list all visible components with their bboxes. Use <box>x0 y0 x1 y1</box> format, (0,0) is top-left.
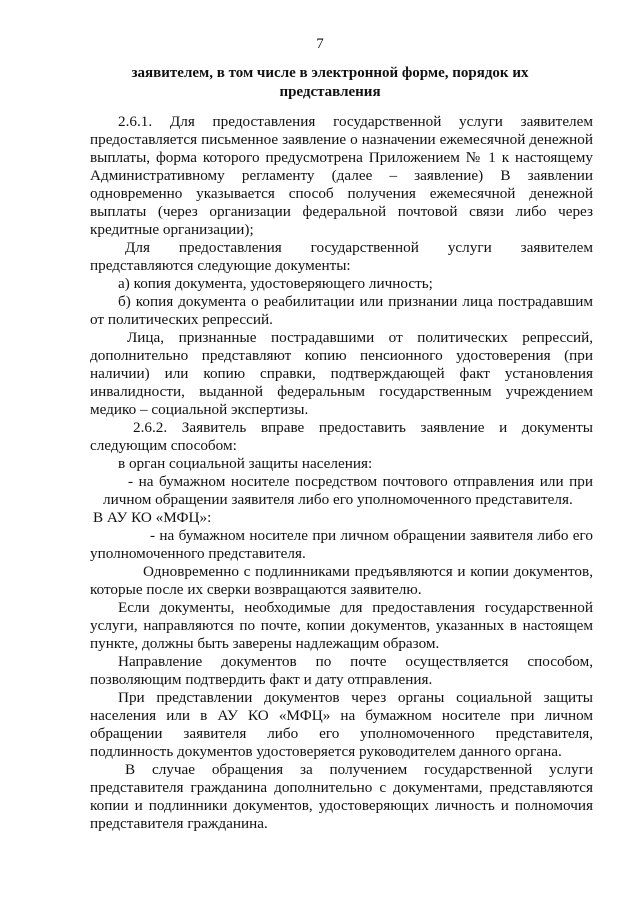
text-line: от политических репрессий. <box>90 311 273 328</box>
text-line: одновременно указывается способ получения ежемесячной денежной <box>90 185 593 202</box>
text-line: представителя гражданина. <box>90 815 268 832</box>
text-line: кредитные организации); <box>90 221 254 238</box>
text-line: Одновременно с подлинниками предъявляются и копии документов, <box>143 563 593 580</box>
text-line: представляются следующие документы: <box>90 257 351 274</box>
heading-line: представления <box>279 84 381 100</box>
text-line: дополнительно представляют копию пенсионного удостоверения (при <box>90 347 593 364</box>
text-line: В АУ КО «МФЦ»: <box>93 509 212 526</box>
text-line: в орган социальной защиты населения: <box>118 455 373 472</box>
text-line: предоставляется письменное заявление о назначении ежемесячной денежной <box>90 131 593 148</box>
text-line: 2.6.2. Заявитель вправе предоставить заявление и документы <box>133 419 593 436</box>
heading-line: заявителем, в том числе в электронной форме, порядок их <box>131 65 529 81</box>
text-line: позволяющим подтвердить факт и дату отправления. <box>90 671 433 688</box>
text-line: подлинность документов удостоверяется руководителем данного органа. <box>90 743 562 760</box>
text-line: Административному регламенту (далее – заявление) В заявлении <box>90 167 593 184</box>
text-line: представителя гражданина дополнительно с документами, представляются <box>90 779 593 796</box>
text-line: инвалидности, выданной федеральным государственным учреждением <box>90 383 593 400</box>
text-line: В случае обращения за получением государственной услуги <box>125 761 593 778</box>
text-line: Если документы, необходимые для предоставления государственной <box>118 599 593 616</box>
text-line: населения или в АУ КО «МФЦ» на бумажном носителе при личном <box>90 707 593 724</box>
page-number: 7 <box>316 36 324 52</box>
text-line: а) копия документа, удостоверяющего личность; <box>118 275 433 292</box>
text-line: б) копия документа о реабилитации или признании лица пострадавшим <box>118 293 593 310</box>
text-line: медико – социальной экспертизы. <box>90 401 309 418</box>
text-line: личном обращении заявителя либо его уполномоченного представителя. <box>103 491 573 508</box>
text-line: наличии) или копию справки, подтверждающей факт установления <box>90 365 593 382</box>
text-line: услуги, направляются по почте, копии документов, указанных в настоящем <box>90 617 593 634</box>
text-line: копии и подлинники документов, удостоверяющих личность и полномочия <box>90 797 593 814</box>
text-line: уполномоченного представителя. <box>90 545 306 562</box>
text-line: - на бумажном носителе посредством почтового отправления или при <box>128 473 593 490</box>
section-heading <box>100 64 560 102</box>
text-line: следующим способом: <box>90 437 237 454</box>
text-line: Для предоставления государственной услуги заявителем <box>125 239 593 256</box>
text-line: которые после их сверки возвращаются заявителю. <box>90 581 422 598</box>
text-line: обращении заявителя либо его уполномоченного представителя, <box>90 725 593 742</box>
text-line: 2.6.1. Для предоставления государственной услуги заявителем <box>118 113 593 130</box>
text-line: выплаты, форма которого предусмотрена Приложением № 1 к настоящему <box>90 149 593 166</box>
text-line: При представлении документов через органы социальной защиты <box>118 689 593 706</box>
text-line: - на бумажном носителе при личном обращении заявителя либо его <box>150 527 593 544</box>
text-line: пункте, должны быть заверены надлежащим образом. <box>90 635 440 652</box>
text-line: выплаты (через организации федеральной почтовой связи либо через <box>90 203 593 220</box>
text-line: Направление документов по почте осуществляется способом, <box>118 653 593 670</box>
text-line: Лица, признанные пострадавшими от политических репрессий, <box>127 329 593 346</box>
